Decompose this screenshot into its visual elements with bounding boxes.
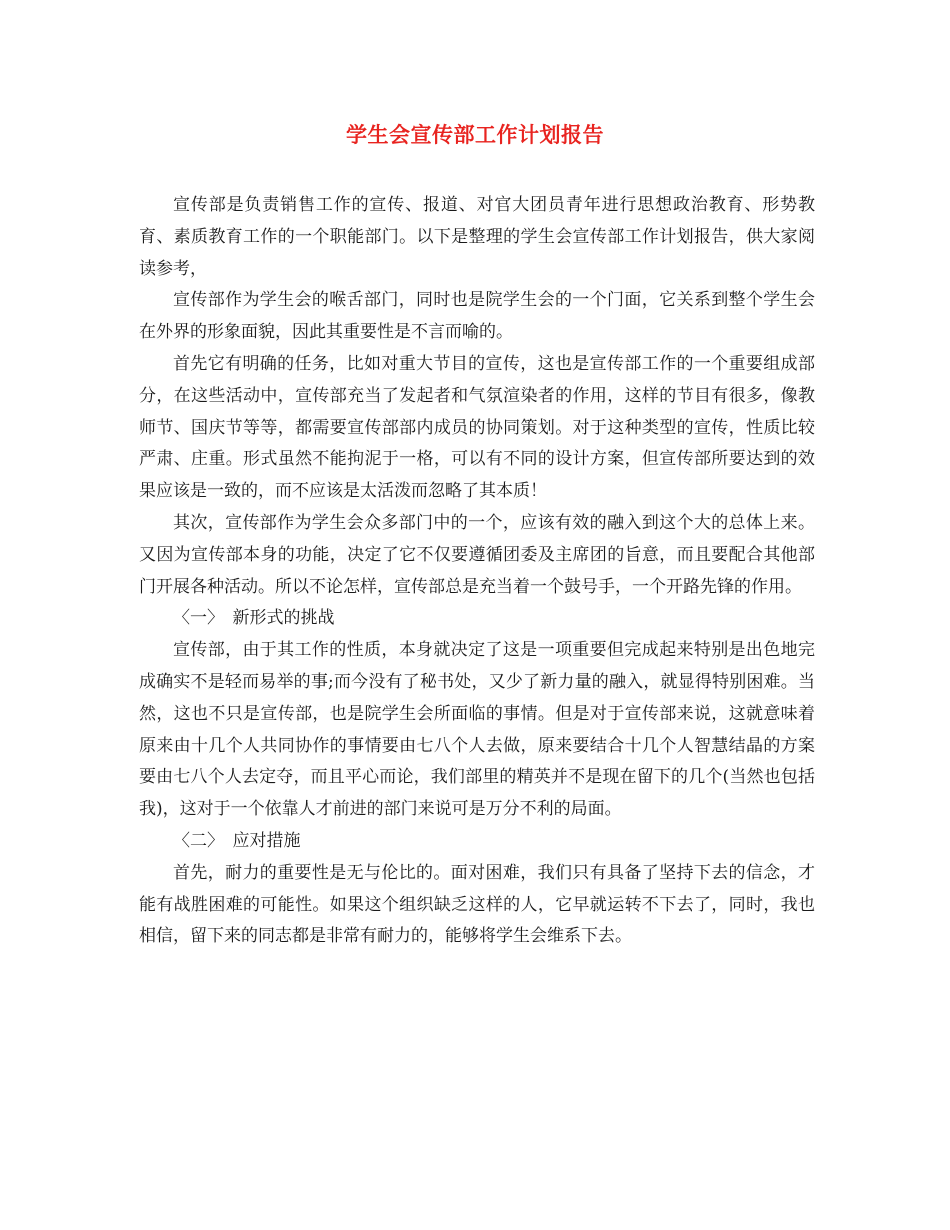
paragraph-measures: 首先，耐力的重要性是无与伦比的。面对困难，我们只有具备了坚持下去的信念，才能有战胜困难的可能性。如果这个组织缺乏这样的人，它早就运转不下去了，同时，我也相信，留下来的同志都是非常有耐力的，能够将学生会维系下去。 [139, 862, 815, 947]
paragraph-integration: 其次，宣传部作为学生会众多部门中的一个，应该有效的融入到这个大的总体上来。又因为宣传部本身的功能，决定了它不仅要遵循团委及主席团的旨意，而且要配合其他部门开展各种活动。所以不论怎样，宣传部总是充当着一个鼓号手，一个开路先锋的作用。 [139, 512, 815, 597]
paragraph-tasks: 首先它有明确的任务，比如对重大节目的宣传，这也是宣传部工作的一个重要组成部分，在这些活动中，宣传部充当了发起者和气氛渲染者的作用，这样的节目有很多，像教师节、国庆节等等，都需要宣传部部内成员的协同策划。对于这种类型的宣传，性质比较严肃、庄重。形式虽然不能拘泥于一格，可以有不同的设计方案，但宣传部所要达到的效果应该是一致的，而不应该是太活泼而忽略了其本质！ [139, 353, 815, 502]
section-heading-measures: 〈二〉 应对措施 [173, 830, 301, 851]
paragraph-role: 宣传部作为学生会的喉舌部门，同时也是院学生会的一个门面，它关系到整个学生会在外界的形象面貌，因此其重要性是不言而喻的。 [139, 290, 815, 343]
section-heading-challenge: 〈一〉 新形式的挑战 [173, 608, 335, 629]
paragraph-challenge: 宣传部，由于其工作的性质，本身就决定了这是一项重要但完成起来特别是出色地完成确实不是轻而易举的事;而今没有了秘书处，又少了新力量的融入，就显得特别困难。当然，这也不只是宣传部，也是院学生会所面临的事情。但是对于宣传部来说，这就意味着原来由十几个人共同协作的事情要由七八个人去做，原来要结合十几个人智慧结晶的方案要由七八个人去定夺，而且平心而论，我们部里的精英并不是现在留下的几个(当然也包括我)，这对于一个依靠人才前进的部门来说可是万分不利的局面。 [139, 640, 815, 820]
paragraph-intro: 宣传部是负责销售工作的宣传、报道、对官大团员青年进行思想政治教育、形势教育、素质教育工作的一个职能部门。以下是整理的学生会宣传部工作计划报告，供大家阅读参考， [139, 195, 815, 279]
document-body [139, 190, 815, 953]
document-title: 学生会宣传部工作计划报告 [346, 122, 604, 147]
